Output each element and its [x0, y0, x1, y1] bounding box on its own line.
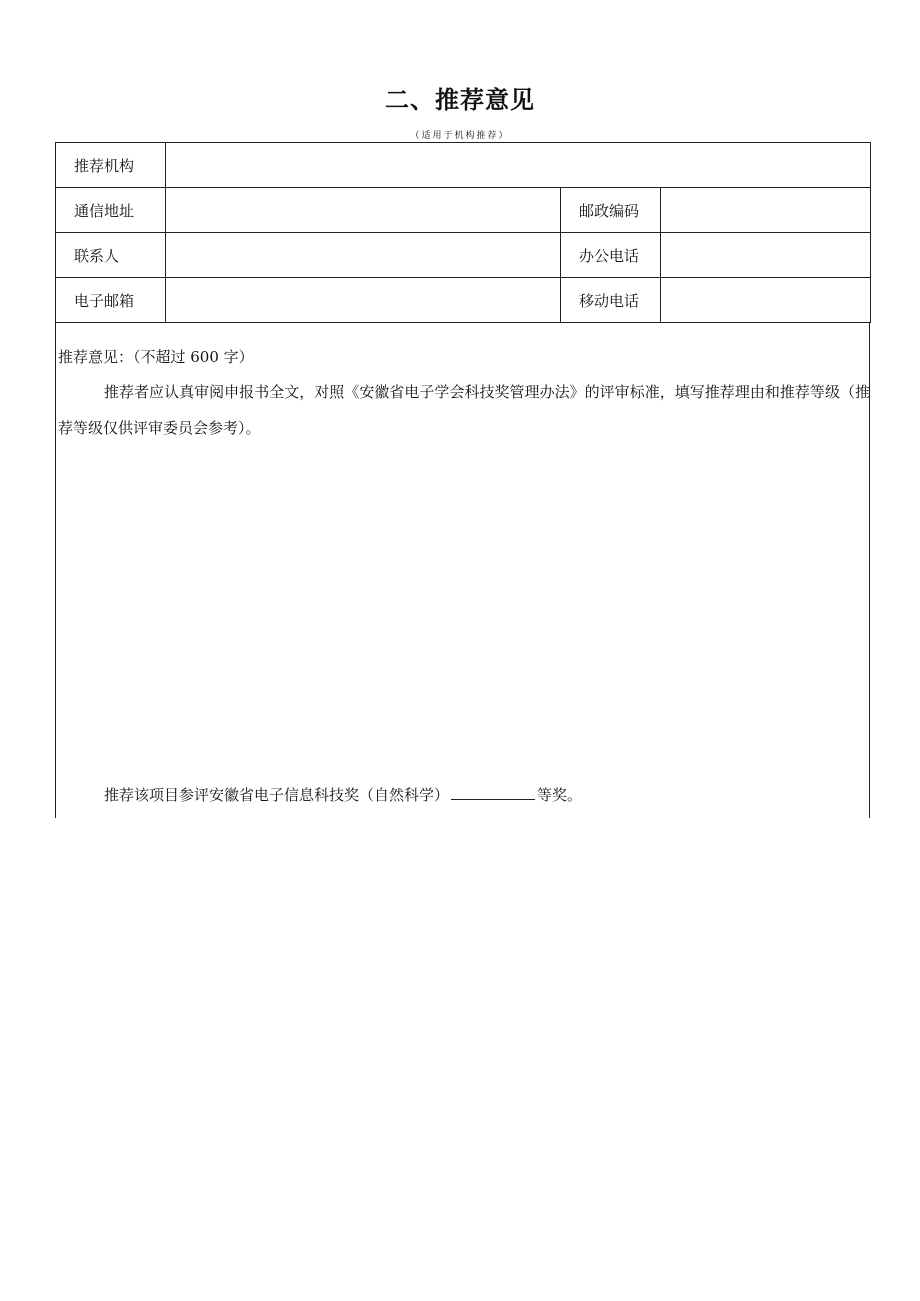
- recommend-suffix: 等奖。: [537, 786, 583, 804]
- page-title: 二、推荐意见: [385, 86, 535, 114]
- opinion-section[interactable]: [55, 322, 870, 818]
- office-phone-field[interactable]: [661, 233, 871, 278]
- table-row: [56, 233, 871, 278]
- opinion-instruction: 推荐者应认真审阅申报书全文，对照《安徽省电子学会科技奖管理办法》的评审标准，填写推荐理由和推荐等级（推荐等级仅供评审委员会参考）。: [58, 383, 870, 437]
- office-phone-label: 办公电话: [561, 233, 661, 278]
- recommend-prefix: 推荐该项目参评安徽省电子信息科技奖（自然科学）: [104, 786, 450, 804]
- table-row: [56, 188, 871, 233]
- mobile-field[interactable]: [661, 278, 871, 323]
- org-label: 推荐机构: [56, 143, 166, 188]
- email-label: 电子邮箱: [56, 278, 166, 323]
- address-field[interactable]: [166, 188, 561, 233]
- org-field[interactable]: [166, 143, 871, 188]
- address-label: 通信地址: [56, 188, 166, 233]
- contact-field[interactable]: [166, 233, 561, 278]
- grade-blank-field[interactable]: [451, 784, 535, 800]
- recommender-info-table: [55, 142, 871, 323]
- email-field[interactable]: [166, 278, 561, 323]
- table-row: [56, 278, 871, 323]
- table-row: [56, 143, 871, 188]
- postcode-label: 邮政编码: [561, 188, 661, 233]
- page-subtitle: （适用于机构推荐）: [410, 131, 510, 141]
- postcode-field[interactable]: [661, 188, 871, 233]
- mobile-label: 移动电话: [561, 278, 661, 323]
- contact-label: 联系人: [56, 233, 166, 278]
- recommend-grade-line: [104, 784, 582, 805]
- opinion-heading: 推荐意见：（不超过 600 字）: [58, 348, 254, 366]
